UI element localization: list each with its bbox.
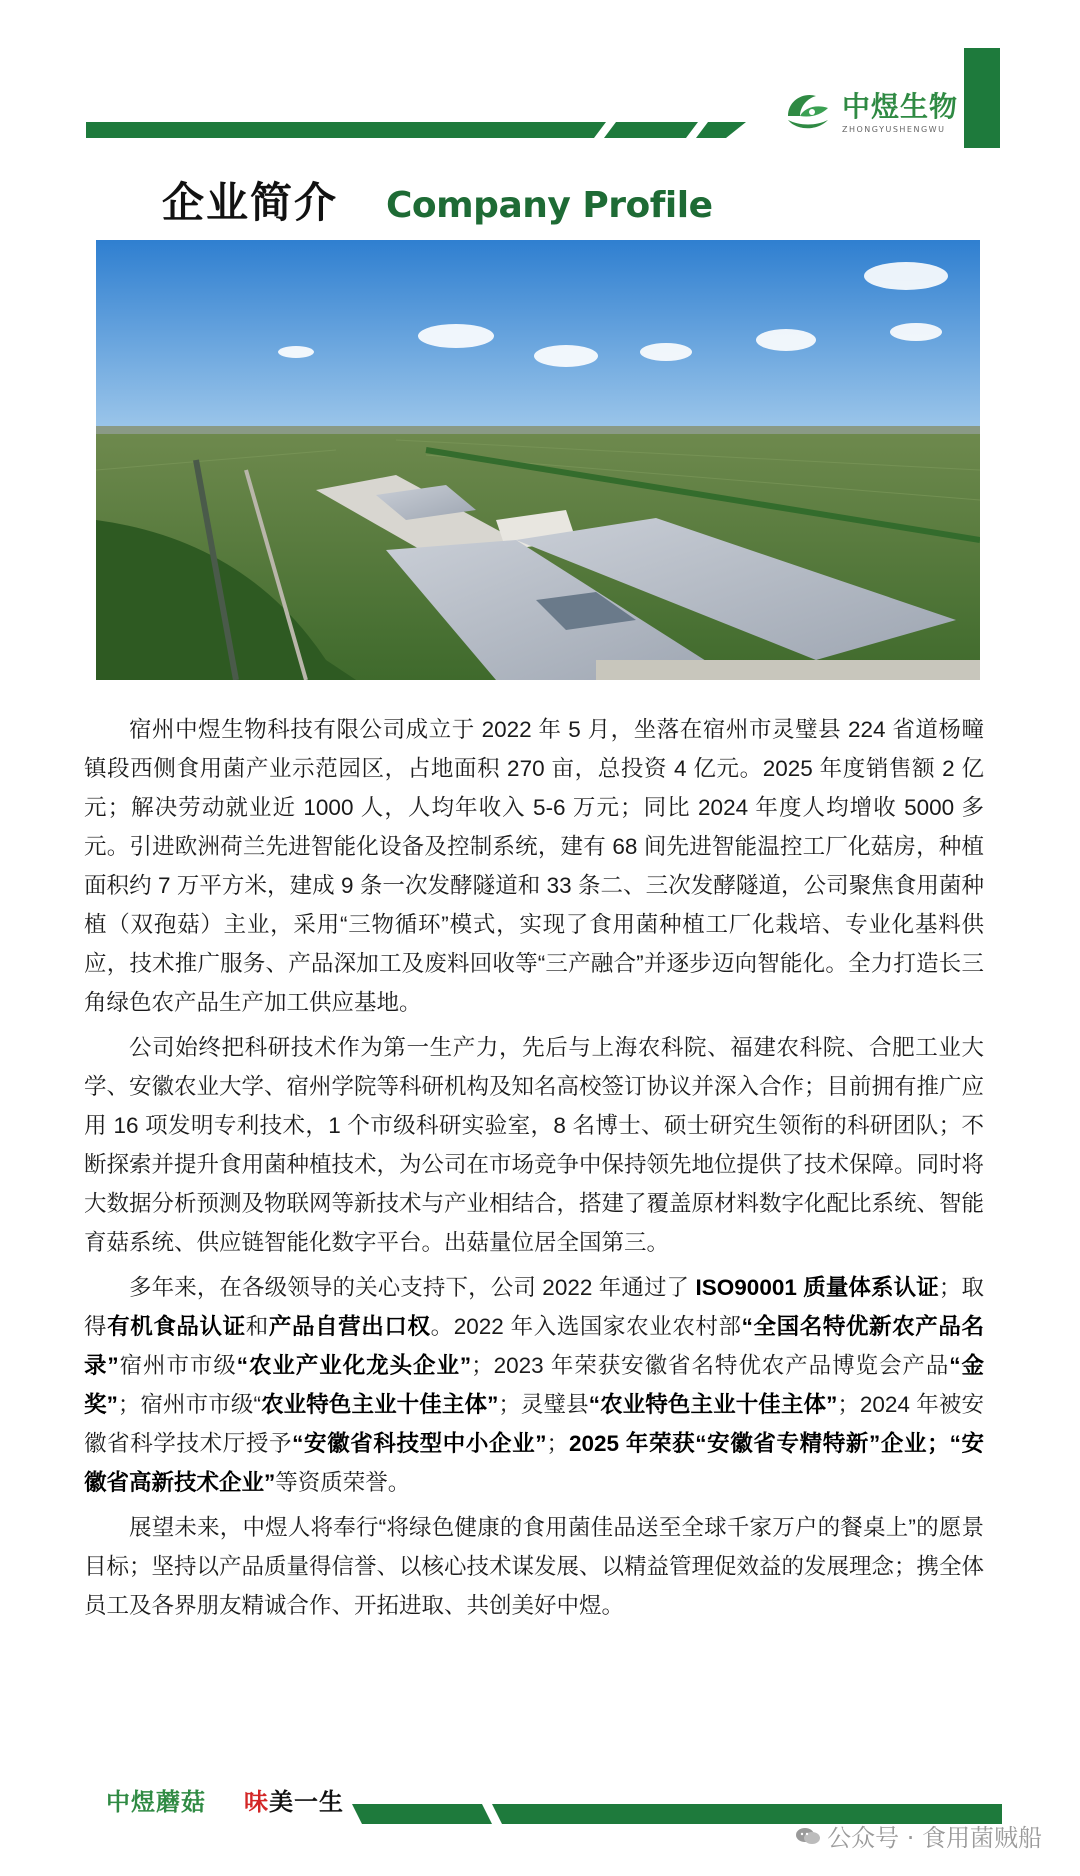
text-run: ； [546, 1431, 569, 1456]
bold-text: 有机食品认证 [107, 1314, 246, 1339]
bold-text: 2025 年荣获“安徽省专精特新”企业；“安徽省高新技术企业” [84, 1431, 984, 1495]
text-run: ；取得 [84, 1275, 984, 1339]
text-run: 等资质荣誉。 [275, 1470, 411, 1495]
aerial-factory-photo [96, 240, 980, 680]
wechat-watermark [795, 1818, 1042, 1853]
bold-text: “农业特色主业十佳主体” [588, 1392, 838, 1417]
bold-text: 产品自营出口权 [268, 1314, 431, 1339]
text-run: ；灵璧县 [498, 1392, 589, 1417]
bold-text: “农业产业化龙头企业” [236, 1353, 472, 1378]
text-run: 宿州中煜生物科技有限公司成立于 2022 年 5 月，坐落在宿州市灵璧县 224 省道杨疃镇段西侧食用菌产业示范园区，占地面积 270 亩，总投资 4 亿元。2025 年度销售额 2 亿元；解决劳动就业近 1000 人，人均年收入 5-6 万元；同比 2024 年度人均增收 5000 多元。引进欧洲荷兰先进智能化设备及控制系统，建有 68 间先进智能温控工厂化菇房，种植面积约 7 万平方米，建成 9 条一次发酵隧道和 33 条二、三次发酵隧道，公司聚焦食用菌种植（双孢菇）主业，采用“三物循环”模式，实现了食用菌种植工厂化栽培、专业化基料供应，技术推广服务、产品深加工及废料回收等“三产融合”并逐步迈向智能化。全力打造长三角绿色农产品生产加工供应基地。 [84, 717, 984, 1015]
logo-pinyin-name: ZHONGYUSHENGWU [842, 124, 946, 134]
text-run: 。2022 年入选国家农业农村部 [430, 1314, 742, 1339]
brand-slogan-taste [244, 1782, 344, 1817]
text-run: 多年来，在各级领导的关心支持下，公司 2022 年通过了 [129, 1275, 696, 1300]
brand-slogan-red-char: 味 [244, 1788, 269, 1816]
footer-brand [106, 1782, 344, 1817]
bold-text: “金奖” [84, 1353, 984, 1417]
text-run: 展望未来，中煜人将奉行“将绿色健康的食用菌佳品送至全球千家万户的餐桌上”的愿景目标；坚持以产品质量得信誉、以核心技术谋发展、以精益管理促效益的发展理念；携全体员工及各界朋友精诚合作、开拓进取、共创美好中煜。 [84, 1515, 985, 1618]
company-profile-body [84, 710, 984, 1631]
paragraph-1 [84, 710, 984, 1022]
text-run: 和 [245, 1314, 269, 1339]
paragraph-4 [84, 1508, 984, 1625]
corner-accent-bar [964, 48, 1000, 148]
heading-english: Company Profile [386, 185, 713, 226]
paragraph-3 [84, 1268, 984, 1502]
bold-text: “安徽省科技型中小企业” [292, 1431, 547, 1456]
text-run: 公司始终把科研技术作为第一生产力，先后与上海农科院、福建农科院、合肥工业大学、安徽农业大学、宿州学院等科研机构及知名高校签订协议并深入合作；目前拥有推广应用 16 项发明专利技术，1 个市级科研实验室，8 名博士、硕士研究生领衔的科研团队；不断探索并提升食用菌种植技术，为公司在市场竞争中保持领先地位提供了技术保障。同时将大数据分析预测及物联网等新技术与产业相结合，搭建了覆盖原材料数字化配比系统、智能育菇系统、供应链智能化数字平台。出菇量位居全国第三。 [84, 1035, 985, 1255]
paragraph-2 [84, 1028, 984, 1262]
company-logo [782, 86, 958, 138]
wechat-icon [795, 1826, 821, 1846]
brand-slogan-rest: 美一生 [269, 1788, 344, 1816]
watermark-text: 公众号 · 食用菌贼船 [827, 1824, 1042, 1852]
bold-text: “全国名特优新农产品名录” [84, 1314, 984, 1378]
heading-chinese: 企业简介 [162, 178, 339, 227]
text-run: ；宿州市市级“ [117, 1392, 261, 1417]
logo-leaf-icon [782, 86, 834, 138]
text-run: ；2024 年被安徽省科学技术厅授予 [84, 1392, 984, 1456]
header-stripes [86, 122, 746, 138]
section-heading [162, 170, 713, 230]
logo-chinese-name: 中煜生物 [842, 89, 959, 123]
bold-text: ISO90001 质量体系认证 [695, 1275, 939, 1300]
bold-text: 农业特色主业十佳主体” [260, 1392, 499, 1417]
text-run: 宿州市市级 [118, 1353, 237, 1378]
brand-slogan-mushroom: 中煜蘑菇 [106, 1788, 206, 1816]
text-run: ；2023 年荣获安徽省名特优农产品博览会产品 [471, 1353, 950, 1378]
